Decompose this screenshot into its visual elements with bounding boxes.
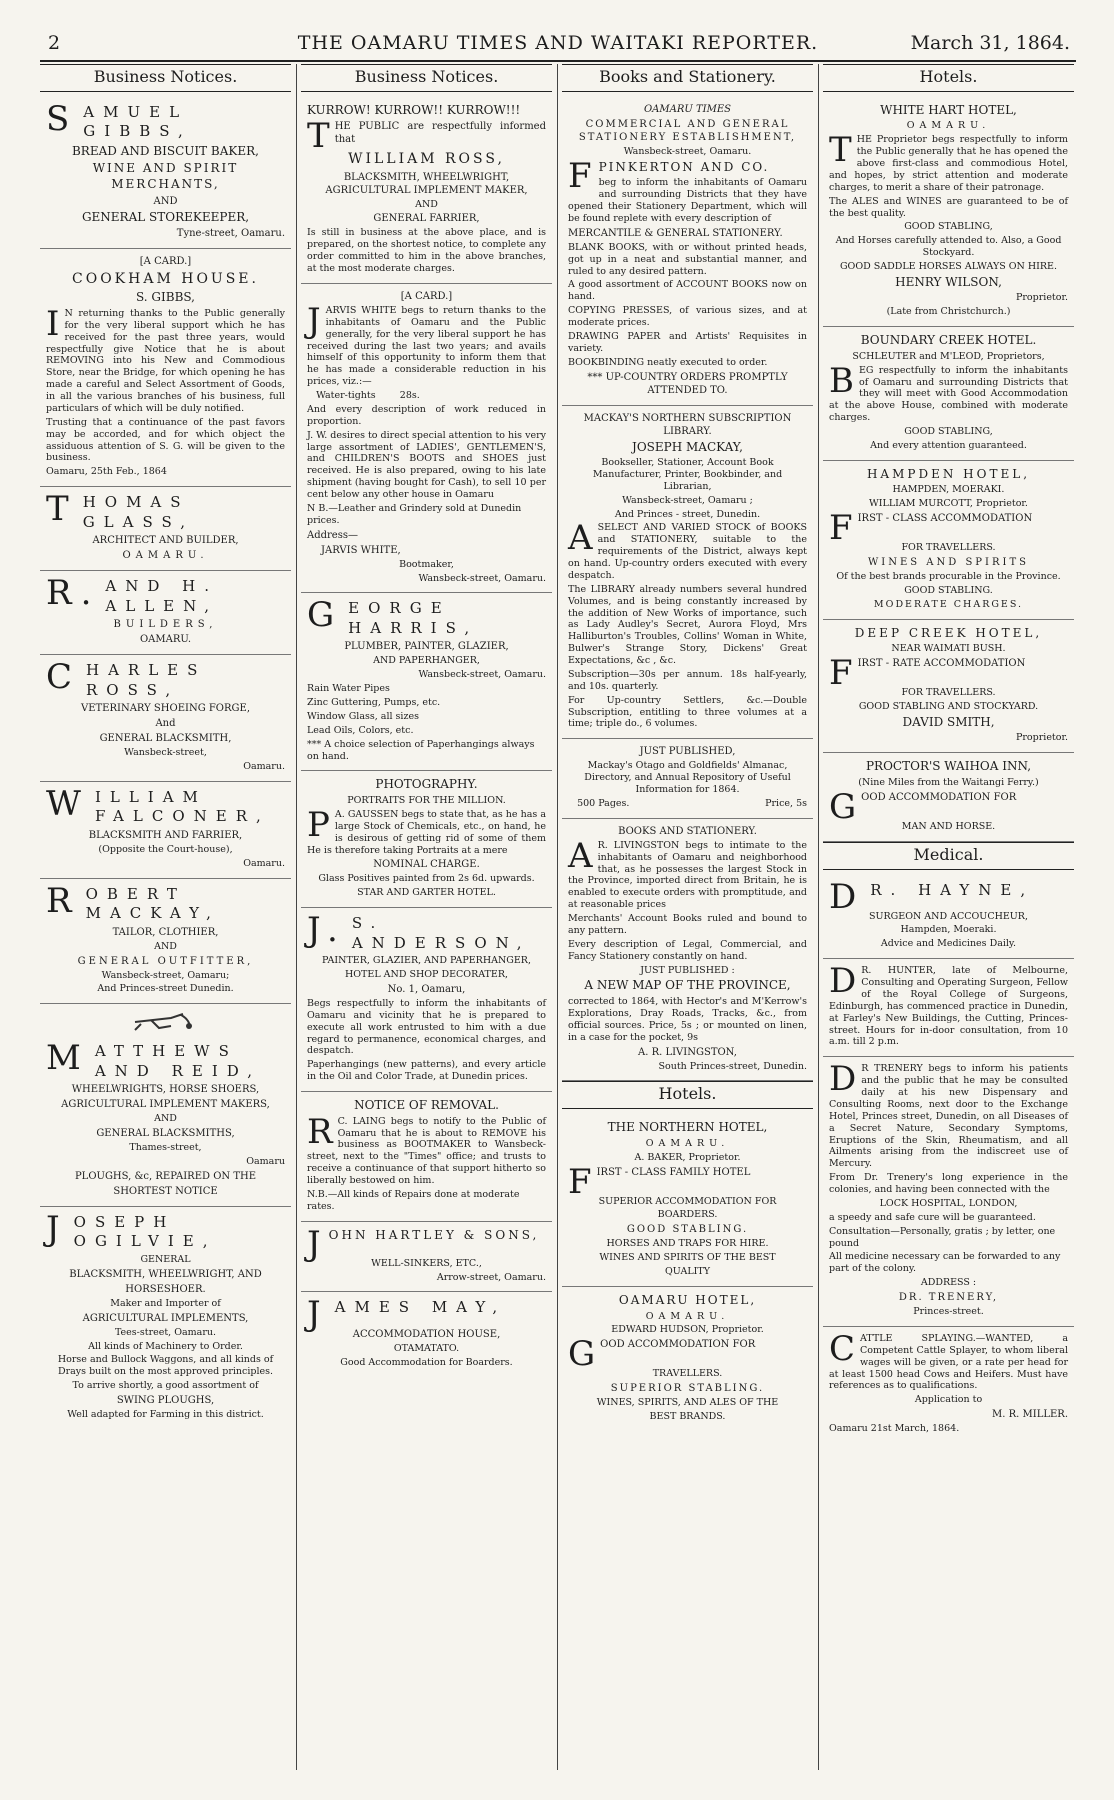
- ad-cookham-house: [A CARD.] COOKHAM HOUSE. S. GIBBS, I N returning thanks to the Public generally for the very liberal support which he has received for the past three years, would respectfully give Notice that he is about REMOVING into his New and Commodious Store, near the Bridge, for which opening he has made a careful and Select Assortment of Goods, in all the various branches of his business, full particulars of which will be duly notified. Trusting that a continuance of the past favors may be accorded, and for which object the assiduous attention of S. G. will be given to the business. Oamaru, 25th Feb., 1864: [40, 249, 291, 487]
- ad-proctors-waihoa-inn: PROCTOR'S WAIHOA INN, (Nine Miles from the Waitangi Ferry.) GOOD ACCOMMODATION FOR MAN AND HORSE.: [823, 753, 1074, 841]
- ad-dr-trenery: D R TRENERY begs to inform his patients and the public that he may be consulted daily at his new Dispensary and Consulting Rooms, next door to the Exchange Hotel, Princes street, Dunedin, on all Diseases of a Secret Nature, Secondary Symptoms, Eruptions of the Skin, Rheumatism, and all Ailments arising from the indiscreet use of Mercury. From Dr. Trenery's long experience in the colonies, and having been connected with the LOCK HOSPITAL, LONDON, a speedy and safe cure will be guaranteed. Consultation—Personally, gratis ; by letter, one pound All medicine necessary can be forwarded to any part of the colony. ADDRESS : DR. TRENERY, Princes-street.: [823, 1057, 1074, 1327]
- ad-deep-creek-hotel: DEEP CREEK HOTEL, NEAR WAIMATI BUSH. FIRST - RATE ACCOMMODATION FOR TRAVELLERS. GOOD STABLING AND STOCKYARD. DAVID SMITH, Proprietor.: [823, 620, 1074, 754]
- ad-joseph-ogilvie: JOSEPH OGILVIE, GENERAL BLACKSMITH, WHEELWRIGHT, AND HORSESHOER. Maker and Importer of AGRICULTURAL IMPLEMENTS, Tees-street, Oamaru. All kinds of Machinery to Order. Horse and Bullock Waggons, and all kinds of Drays built on the most approved principles. To arrive shortly, a good assortment of SWING PLOUGHS, Well adapted for Farming in this district.: [46, 1208, 274, 1421]
- ad-robert-mackay: ROBERT MACKAY, TAILOR, CLOTHIER, AND GENERAL OUTFITTER, Wansbeck-street, Oamaru; And Princes-street Dunedin.: [40, 879, 291, 1005]
- column-1: [40, 64, 291, 1770]
- ad-james-may: JAMES MAY, ACCOMMODATION HOUSE, OTAMATATO. Good Accommodation for Boarders.: [307, 1294, 513, 1369]
- ad-boundary-creek-hotel: BOUNDARY CREEK HOTEL. SCHLEUTER and M'LEOD, Proprietors, BEG respectfully to inform the inhabitants of Oamaru and surrounding Districts that they will meet with Good Accommodation at the above House, combined with moderate charges. GOOD STABLING, And every attention guaranteed.: [823, 327, 1074, 461]
- ad-northern-hotel: THE NORTHERN HOTEL, OAMARU. A. BAKER, Proprietor. FIRST - CLASS FAMILY HOTEL SUPERIOR ACCOMMODATION FOR BOARDERS. GOOD STABLING. HORSES AND TRAPS FOR HIRE. WINES AND SPIRITS OF THE BEST QUALITY: [562, 1114, 813, 1287]
- ad-charles-ross: CHARLES ROSS, VETERINARY SHOEING FORGE, And GENERAL BLACKSMITH, Wansbeck-street, Oamaru.: [40, 655, 291, 782]
- ad-william-ross: KURROW! KURROW!! KURROW!!! THE PUBLIC are respectfully informed that WILLIAM ROSS, BLACKSMITH, WHEELWRIGHT, AGRICULTURAL IMPLEMENT MAKER, AND GENERAL FARRIER, Is still in business at the above place, and is prepared, on the shortest notice, to complete any order committed to him in the above branches, at the most moderate charges.: [301, 97, 552, 284]
- newspaper-title: THE OAMARU TIMES AND WAITAKI REPORTER.: [297, 32, 819, 54]
- ad-photography: PHOTOGRAPHY. PORTRAITS FOR THE MILLION. P A. GAUSSEN begs to state that, as he has a large Stock of Chemicals, etc., on hand, he is desirous of getting rid of some of them He is therefore taking Portraits at a mere NOMINAL CHARGE. Glass Positives painted from 2s 6d. upwards. STAR AND GARTER HOTEL.: [301, 771, 552, 908]
- ad-white-hart-hotel: WHITE HART HOTEL, OAMARU. THE Proprietor begs respectfully to inform the Public generally that he has opened the above first-class and commodious Hotel, and hopes, by strict attention and moderate charges, to merit a share of their patronage. The ALES and WINES are guaranteed to be of the best quality. GOOD STABLING, And Horses carefully attended to. Also, a Good Stockyard. GOOD SADDLE HORSES ALWAYS ON HIRE. HENRY WILSON, Proprietor. (Late from Christchurch.): [823, 97, 1074, 327]
- section-heading: Hotels.: [562, 1081, 813, 1109]
- page-number: 2: [48, 32, 61, 54]
- section-heading: Books and Stationery.: [562, 64, 813, 92]
- column-2: [301, 64, 552, 1770]
- masthead: [40, 30, 1076, 62]
- ad-samuel-gibbs: SAMUEL GIBBS, BREAD AND BISCUIT BAKER, WINE AND SPIRIT MERCHANTS, AND GENERAL STOREKEEPER, Tyne-street, Oamaru.: [40, 97, 291, 249]
- ad-just-published-almanac: JUST PUBLISHED, Mackay's Otago and Goldfields' Almanac, Directory, and Annual Repository of Useful Information for 1864. 500 Pages. Price, 5s: [562, 739, 813, 819]
- ad-mackays-library: MACKAY'S NORTHERN SUBSCRIPTION LIBRARY. JOSEPH MACKAY, Bookseller, Stationer, Account Book Manufacturer, Printer, Bookbinder, and Librarian, Wansbeck-street, Oamaru ; And Princes - street, Dunedin. ASELECT AND VARIED STOCK of BOOKS and STATIONERY, suitable to the requirements of the District, always kept on hand. Up-country orders executed with every despatch. The LIBRARY already numbers several hundred Volumes, and is being constantly increased by the addition of New Works of importance, such as Lady Audley's Secret, Aurora Floyd, Mrs Halliburton's Troubles, Collins' Woman in White, Bulwer's Strange Story, Dickens' Great Expectations, &c , &c. Subscription—30s per annum. 18s half-yearly, and 10s. quarterly. For Up-country Settlers, &c.—Double Subscription, entitling to three volumes at a time; triple do., 6 volumes.: [562, 406, 813, 740]
- issue-date: March 31, 1864.: [910, 32, 1070, 54]
- ad-oamaru-hotel: OAMARU HOTEL, OAMARU. EDWARD HUDSON, Proprietor. GOOD ACCOMMODATION FOR TRAVELLERS. SUPERIOR STABLING. WINES, SPIRITS, AND ALES OF THE BEST BRANDS.: [568, 1292, 779, 1423]
- ad-dr-hunter: D R. HUNTER, late of Melbourne, Consulting and Operating Surgeon, Fellow of the Royal College of Surgeons, Edinburgh, has commenced practice in Dunedin, at Farley's New Buildings, the Cutting, Princes-street. Hours for in-door consultation, from 10 a.m. till 2 p.m.: [823, 959, 1074, 1057]
- ad-dr-hayne: D R. HAYNE, SURGEON AND ACCOUCHEUR, Hampden, Moeraki. Advice and Medicines Daily.: [823, 875, 1074, 960]
- ad-john-hartley: JOHN HARTLEY & SONS, WELL-SINKERS, ETC., Arrow-street, Oamaru.: [301, 1222, 552, 1293]
- ad-thomas-glass: THOMAS GLASS, ARCHITECT AND BUILDER, OAMARU.: [40, 487, 291, 571]
- ad-jarvis-white: [A CARD.] JARVIS WHITE begs to return thanks to the inhabitants of Oamaru and the Public generally, for the very liberal support he has received during the last two years; and avails himself of this opportunity to inform them that he has made a considerable reduction in his prices, viz.:— Water-tights 28s. And every description of work reduced in proportion. J. W. desires to direct special attention to his very large assortment of LADIES', GENTLEMEN'S, and CHILDREN'S BOOTS and SHOES just received. He is also prepared, owing to his late shipment (having bought for Cash), to sell 10 per cent below any other house in Oamaru N B.—Leather and Grindery sold at Dunedin prices. Address— JARVIS WHITE, Bootmaker, Wansbeck-street, Oamaru.: [301, 284, 552, 594]
- ad-notice-of-removal: NOTICE OF REMOVAL. R C. LAING begs to notify to the Public of Oamaru that he is about to REMOVE his business as BOOTMAKER to Wansbeck-street, next to the "Times" office; and trusts to receive a continuance of that support hitherto so liberally bestowed on him. N.B.—All kinds of Repairs done at moderate rates.: [301, 1092, 552, 1222]
- section-heading: Medical.: [823, 842, 1074, 870]
- column-4: [823, 64, 1074, 1770]
- ad-oamaru-times-stationery: OAMARU TIMES COMMERCIAL AND GENERAL STATIONERY ESTABLISHMENT, Wansbeck-street, Oamaru. FPINKERTON AND CO. beg to inform the inhabitants of Oamaru and surrounding Districts that they have opened their Stationery Department, which will be found replete with every description of MERCANTILE & GENERAL STATIONERY. BLANK BOOKS, with or without printed heads, got up in a neat and substantial manner, and ruled to any desired pattern. A good assortment of ACCOUNT BOOKS now on hand. COPYING PRESSES, of various sizes, and at moderate prices. DRAWING PAPER and Artists' Requisites in variety. BOOKBINDING neatly executed to order. *** UP-COUNTRY ORDERS PROMPTLY ATTENDED TO.: [562, 97, 813, 406]
- ad-j-s-anderson: J. S. ANDERSON, PAINTER, GLAZIER, AND PAPERHANGER, HOTEL AND SHOP DECORATER, No. 1, Oamaru, Begs respectfully to inform the inhabitants of Oamaru and vicinity that he is prepared to execute all work entrusted to him with a due regard to permanence, economical charges, and despatch. Paperhangings (new patterns), and every article in the Oil and Color Trade, at Dunedin prices.: [301, 908, 552, 1092]
- ad-livingston: BOOKS AND STATIONERY. A R. LIVINGSTON begs to intimate to the inhabitants of Oamaru and neighborhood that, as he possesses the largest Stock in the Province, imported direct from Britain, he is enabled to execute orders with promptitude, and at reasonable prices Merchants' Account Books ruled and bound to any pattern. Every description of Legal, Commercial, and Fancy Stationery constantly on hand. JUST PUBLISHED : A NEW MAP OF THE PROVINCE, corrected to 1864, with Hector's and M'Kerrow's Explorations, Dray Roads, Tracks, &c., from official sources. Price, 5s ; or mounted on linen, in a case for the pocket, 9s A. R. LIVINGSTON, South Princes-street, Dunedin.: [562, 819, 813, 1082]
- column-rule: [296, 64, 297, 1770]
- ad-matthews-and-reid: MATTHEWS AND REID, WHEELWRIGHTS, HORSE SHOERS, AGRICULTURAL IMPLEMENT MAKERS, AND GENERAL BLACKSMITHS, Thames-street, Oamaru PLOUGHS, &c, REPAIRED ON THE SHORTEST NOTICE: [40, 1036, 291, 1207]
- ad-george-harris: GEORGE HARRIS, PLUMBER, PAINTER, GLAZIER, AND PAPERHANGER, Wansbeck-street, Oamaru. Rain Water Pipes Zinc Guttering, Pumps, etc. Window Glass, all sizes Lead Oils, Colors, etc. *** A choice selection of Paperhangings always on hand.: [301, 593, 552, 771]
- ad-cattle-splaying: CATTLE SPLAYING.—WANTED, a Competent Cattle Splayer, to whom liberal wages will be given, or a rate per head for at least 1500 head Cows and Heifers. Must have references as to qualifications. Application to M. R. MILLER. Oamaru 21st March, 1864.: [829, 1328, 1068, 1435]
- ad-william-falconer: WILLIAM FALCONER, BLACKSMITH AND FARRIER, (Opposite the Court-house), Oamaru.: [40, 782, 291, 879]
- column-3: [562, 64, 813, 1770]
- section-heading: Business Notices.: [40, 64, 291, 92]
- plough-illustration: [131, 1008, 201, 1032]
- ad-hampden-hotel: HAMPDEN HOTEL, HAMPDEN, MOERAKI. WILLIAM MURCOTT, Proprietor. FIRST - CLASS ACCOMMODATION FOR TRAVELLERS. WINES AND SPIRITS Of the best brands procurable in the Province. GOOD STABLING. MODERATE CHARGES.: [823, 461, 1074, 620]
- section-heading: Hotels.: [823, 64, 1074, 92]
- section-heading: Business Notices.: [301, 64, 552, 92]
- ad-allen-builders: R. AND H. ALLEN, BUILDERS, OAMARU.: [40, 571, 291, 655]
- column-rule: [818, 64, 819, 1770]
- column-rule: [557, 64, 558, 1770]
